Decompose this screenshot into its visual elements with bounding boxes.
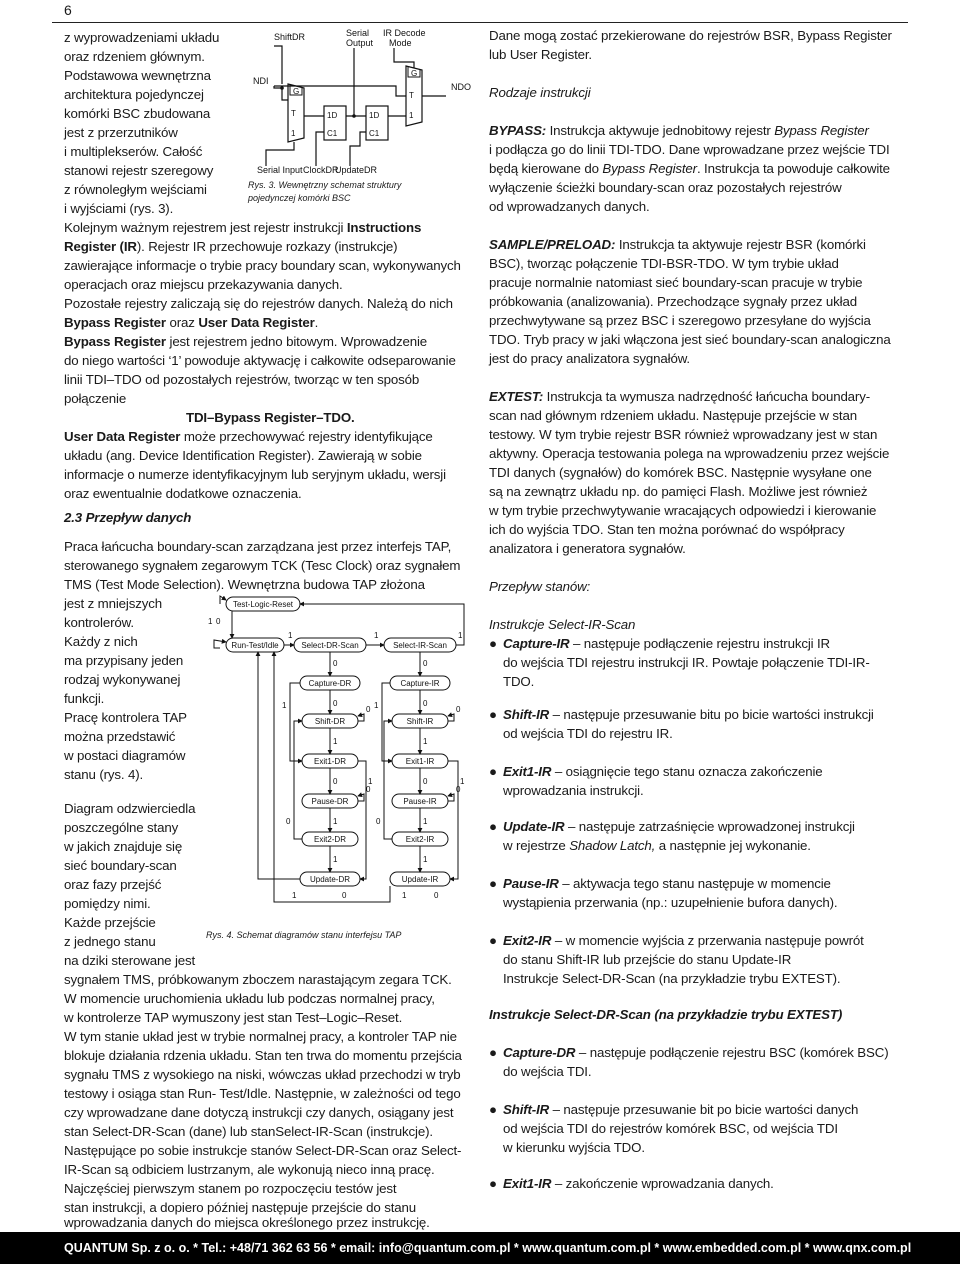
svg-text:1: 1	[423, 855, 428, 864]
paragraph-line: i podłącza go do linii TDI-TDO. Dane wprowadzane przez wejście TDI	[489, 142, 890, 157]
paragraph-line: W tym stanie układ jest w trybie normalnej pracy, a kontroler TAP nie	[64, 1029, 457, 1044]
label-serial-input: Serial Input	[257, 165, 303, 175]
paragraph-line: można przedstawić	[64, 729, 176, 744]
list-item: ● Pause-IR – aktywacja tego stanu następuje w momencie	[489, 876, 831, 891]
paragraph-line: oraz fazy przejść	[64, 877, 162, 892]
paragraph-line: Pozostałe rejestry zaliczają się do rejestrów danych. Należą do nich	[64, 296, 453, 311]
list-item-line: do stanu Shift-IR lub przejście do stanu Update-IR	[503, 952, 792, 967]
figure-3-caption: pojedynczej komórki BSC	[248, 193, 351, 203]
svg-text:1: 1	[208, 617, 213, 626]
svg-text:Exit1-IR: Exit1-IR	[405, 757, 435, 766]
svg-text:1: 1	[368, 777, 373, 786]
paragraph-line: stanu (rys. 4).	[64, 767, 144, 782]
svg-text:Exit2-DR: Exit2-DR	[313, 835, 347, 844]
paragraph-line: Każde przejście	[64, 915, 156, 930]
paragraph-line: jest z mniejszych	[64, 596, 162, 611]
paragraph-line: Kolejnym ważnym rejestrem jest rejestr instrukcji Instructions	[64, 220, 422, 235]
list-item-line: od wejścia TDI do rejestru IR.	[503, 726, 673, 741]
paragraph-line: Najczęściej pierwszym stanem po rozpoczęciu testów jest	[64, 1181, 397, 1196]
paragraph-line: będą kierowane do Bypass Register. Instrukcja ta powoduje całkowite	[489, 161, 890, 176]
paragraph-line: EXTEST: Instrukcja ta wymusza nadrzędność łańcucha boundary-	[489, 389, 870, 404]
paragraph-line: Następujące po sobie instrukcje stanów Select-DR-Scan oraz Select-	[64, 1143, 462, 1158]
intro-line: architektura pojedynczej	[64, 87, 204, 102]
svg-text:C1: C1	[327, 129, 338, 138]
paragraph-line: czy wprowadzane dane dotyczą instrukcji czy danych, osiągany jest	[64, 1105, 454, 1120]
svg-text:1: 1	[282, 701, 287, 710]
subsection-title: Instrukcje Select-DR-Scan (na przykładzie trybu EXTEST)	[489, 1007, 843, 1022]
list-item: ● Shift-IR – następuje przesuwanie bit po bicie wartości danych	[489, 1102, 859, 1117]
list-item-line: TDO.	[503, 674, 535, 689]
list-item-line: od wejścia TDI do rejestrów komórek BSC, od wejścia TDI	[503, 1121, 838, 1136]
intro-line: oraz rdzeniem głównym.	[64, 49, 205, 64]
bullet-icon: ●	[489, 819, 497, 834]
label-updatedr: UpdateDR	[335, 165, 378, 175]
svg-text:Test-Logic-Reset: Test-Logic-Reset	[232, 600, 294, 609]
intro-line: komórki BSC zbudowana	[64, 106, 211, 121]
paragraph-line: w tym trybie przechwytywanie wracających odpowiedzi i kierowanie	[489, 503, 877, 518]
paragraph-line: Register (IR). Rejestr IR przechowuje rozkazy (instrukcje)	[64, 239, 398, 254]
svg-text:1: 1	[374, 631, 379, 640]
label-ir-decode: Mode	[389, 38, 412, 48]
svg-text:0: 0	[456, 785, 461, 794]
paragraph-line: stan instrukcji, a dopiero później następuje przejście do stanu	[64, 1200, 416, 1215]
paragraph-line: User Data Register może przechowywać rejestry identyfikujące	[64, 429, 433, 444]
bullet-icon: ●	[489, 933, 497, 948]
header-rule	[52, 22, 908, 23]
bullet-icon: ●	[489, 1102, 497, 1117]
svg-text:1: 1	[292, 891, 297, 900]
svg-text:1: 1	[458, 631, 463, 640]
figure-3-caption: Rys. 3. Wewnętrzny schemat struktury	[248, 180, 402, 190]
bullet-icon: ●	[489, 1176, 497, 1191]
paragraph-line: w postaci diagramów	[64, 748, 186, 763]
svg-text:1: 1	[333, 737, 338, 746]
svg-text:0: 0	[434, 891, 439, 900]
paragraph-line: połączenie	[64, 391, 127, 406]
intro-line: Podstawowa wewnętrzna	[64, 68, 211, 83]
svg-text:0: 0	[376, 817, 381, 826]
paragraph-line: pracuje normalnie natomiast sieć boundary-scan pracuje w trybie	[489, 275, 863, 290]
svg-text:1: 1	[423, 817, 428, 826]
svg-text:0: 0	[216, 617, 221, 626]
paragraph-line: TDI–Bypass Register–TDO.	[186, 410, 355, 425]
svg-text:1: 1	[409, 111, 414, 120]
list-item: ● Exit1-IR – osiągnięcie tego stanu oznacza zakończenie	[489, 764, 823, 779]
paragraph-line: TMS (Test Mode Selection). Wewnętrzna budowa TAP złożona	[64, 577, 425, 592]
svg-text:Pause-IR: Pause-IR	[403, 797, 437, 806]
paragraph-line: w kontrolerze TAP wymuszony jest stan Test–Logic–Reset.	[64, 1010, 403, 1025]
svg-text:1: 1	[333, 817, 338, 826]
label-serial-output: Output	[346, 38, 374, 48]
list-item: ● Exit1-IR – zakończenie wprowadzania danych.	[489, 1176, 774, 1191]
paragraph-line: TDO. Tryb pracy w jaki włączona jest sieć boundary-scan analogiczna	[489, 332, 891, 347]
figure-4-caption: Rys. 4. Schemat diagramów stanu interfejsu TAP	[206, 930, 402, 940]
intro-line: stanowi rejestr szeregowy	[64, 163, 214, 178]
list-item: ● Capture-DR – następuje podłączenie rejestru BSC (komórek BSC)	[489, 1045, 889, 1060]
svg-text:1: 1	[402, 891, 407, 900]
svg-text:Update-IR: Update-IR	[401, 875, 439, 884]
paragraph-line: Pracę kontrolera TAP	[64, 710, 187, 725]
paragraph-line: w jakich znajduje się	[64, 839, 183, 854]
list-item-line: w rejestrze Shadow Latch, a następnie jej wykonanie.	[503, 838, 811, 853]
bullet-icon: ●	[489, 876, 497, 891]
svg-text:0: 0	[423, 699, 428, 708]
paragraph-line: funkcji.	[64, 691, 105, 706]
list-item-line: wprowadzania instrukcji.	[503, 783, 644, 798]
svg-text:1: 1	[423, 737, 428, 746]
svg-text:G: G	[411, 69, 418, 78]
paragraph-line: próbkowania (analizowania). Przechodzące sygnały przez układ	[489, 294, 857, 309]
svg-text:0: 0	[423, 777, 428, 786]
intro-line: i wyjściami (rys. 3).	[64, 201, 174, 216]
svg-text:0: 0	[456, 705, 461, 714]
paragraph-line: blokuje działania rdzenia układu. Stan ten trwa do momentu przejścia	[64, 1048, 462, 1063]
paragraph-line: sygnałem TMS, próbkowanym zboczem narastającym zegara TCK.	[64, 972, 452, 987]
list-item: ● Exit2-IR – w momencie wyjścia z przerwania następuje powrót	[489, 933, 864, 948]
paragraph-line: linii TDI–TDO od pozostałych rejestrów, tworząc w ten sposób	[64, 372, 420, 387]
subsection-title: Instrukcje Select-IR-Scan	[489, 617, 636, 632]
svg-text:Select-DR-Scan: Select-DR-Scan	[301, 641, 359, 650]
list-item-line: w kierunku wyjścia TDO.	[503, 1140, 645, 1155]
paragraph-line: sieć boundary-scan	[64, 858, 177, 873]
intro-line: z równoległym wejściami	[64, 182, 207, 197]
intro-line: z wyprowadzeniami układu	[64, 30, 220, 45]
paragraph-line: poszczególne stany	[64, 820, 179, 835]
paragraph-line: lub User Register.	[489, 47, 592, 62]
paragraph-line: informacje o numerze identyfikacyjnym lub seryjnym układu, wersji	[64, 467, 446, 482]
paragraph-line: IR-Scan są odbiciem lustrzanym, ale wykonują nieco inną pracę.	[64, 1162, 435, 1177]
svg-text:0: 0	[333, 699, 338, 708]
bullet-icon: ●	[489, 636, 497, 651]
paragraph-line: testowy i osiąga stan Run- Test/Idle. Następnie, w zależności od tego	[64, 1086, 461, 1101]
svg-text:0: 0	[423, 659, 428, 668]
svg-text:0: 0	[333, 659, 338, 668]
bullet-icon: ●	[489, 707, 497, 722]
svg-text:0: 0	[366, 705, 371, 714]
svg-text:0: 0	[342, 891, 347, 900]
svg-text:Capture-IR: Capture-IR	[400, 679, 440, 688]
svg-text:0: 0	[333, 777, 338, 786]
svg-text:Shift-DR: Shift-DR	[314, 717, 346, 726]
intro-line: jest z przerzutników	[64, 125, 178, 140]
paragraph-line: W momencie uruchomienia układu lub podczas normalnej pracy,	[64, 991, 435, 1006]
section-title: 2.3 Przepływ danych	[64, 510, 192, 525]
svg-text:1: 1	[460, 777, 465, 786]
label-ndi: NDI	[253, 76, 269, 86]
paragraph-line: aktywny. Operacja testowania polega na wprowadzeniu przez wejście	[489, 446, 890, 461]
svg-text:1: 1	[291, 129, 296, 138]
paragraph-line: przechwytywane są przez BSC i szeregowo przesyłane do wyjścia	[489, 313, 871, 328]
paragraph-line: SAMPLE/PRELOAD: Instrukcja ta aktywuje rejestr BSR (komórki	[489, 237, 866, 252]
svg-text:Update-DR: Update-DR	[309, 875, 351, 884]
svg-text:Select-IR-Scan: Select-IR-Scan	[393, 641, 447, 650]
label-ndo: NDO	[451, 82, 471, 92]
paragraph-line: BYPASS: Instrukcja aktywuje jednobitowy rejestr Bypass Register	[489, 123, 869, 138]
bullet-icon: ●	[489, 764, 497, 779]
svg-text:1: 1	[333, 855, 338, 864]
list-item-line: do wejścia TDI rejestru instrukcji IR. Powtaje połączenie TDI-IR-	[503, 655, 870, 670]
paragraph-line: kontrolerów.	[64, 615, 134, 630]
label-ir-decode: IR Decode	[383, 28, 426, 38]
paragraph-line: oraz ewentualnie dodatkowe oznaczenia.	[64, 486, 302, 501]
svg-text:1: 1	[288, 631, 293, 640]
svg-text:Shift-IR: Shift-IR	[406, 717, 434, 726]
paragraph-line: BSC), tworząc połączenie TDI-BSR-TDO. W tym trybie układ	[489, 256, 839, 271]
svg-text:T: T	[409, 91, 414, 100]
svg-text:1: 1	[374, 701, 379, 710]
paragraph-line: Bypass Register jest rejestrem jedno bitowym. Wprowadzenie	[64, 334, 428, 349]
svg-text:Run-Test/Idle: Run-Test/Idle	[231, 641, 279, 650]
svg-text:Pause-DR: Pause-DR	[311, 797, 349, 806]
subsection-title: Rodzaje instrukcji	[489, 85, 591, 100]
paragraph-line: są na zewnątrz układu np. do pamięci Flash. Możliwe jest również	[489, 484, 868, 499]
paragraph-line: na dziki sterowane jest	[64, 953, 196, 968]
bullet-icon: ●	[489, 1045, 497, 1060]
list-item-line: Instrukcje Select-DR-Scan (na przykładzie trybu EXTEST).	[503, 971, 841, 986]
svg-text:Exit1-DR: Exit1-DR	[313, 757, 347, 766]
label-clockdr: ClockDR	[303, 165, 339, 175]
paragraph-line: analizatora i generatora sygnałów.	[489, 541, 686, 556]
paragraph-line: Bypass Register oraz User Data Register.	[64, 315, 319, 330]
list-item: ● Update-IR – następuje zatrzaśnięcie wprowadzonej instrukcji	[489, 819, 855, 834]
tap-state-diagram	[202, 588, 474, 920]
list-item-line: wystąpienia przerwania (np.: uzupełnienie bufora danych).	[503, 895, 838, 910]
svg-text:0: 0	[366, 785, 371, 794]
label-shiftdr: ShiftDR	[274, 32, 306, 42]
svg-text:1D: 1D	[327, 111, 338, 120]
paragraph-line: sygnału TMS z wysokiego na niski, wówczas układ przechodzi w tryb	[64, 1067, 461, 1082]
list-item: ● Shift-IR – następuje przesuwanie bitu po bicie wartości instrukcji	[489, 707, 874, 722]
paragraph-line: TDI danych (sygnałów) do komórek BSC. Następnie wysyłane one	[489, 465, 872, 480]
paragraph-line: scan nad głównym rdzeniem układu. Następuje przejście w stan	[489, 408, 857, 423]
svg-text:Capture-DR: Capture-DR	[308, 679, 352, 688]
paragraph-line: układu (ang. Device Identification Register). Zawierają w sobie	[64, 448, 422, 463]
paragraph-line: Diagram odzwierciedla	[64, 801, 196, 816]
label-serial-output: Serial	[346, 28, 370, 38]
paragraph-line: Każdy z nich	[64, 634, 138, 649]
paragraph-line: wprowadzania danych do miejsca określonego przez instrukcję.	[64, 1215, 430, 1230]
paragraph-line: Dane mogą zostać przekierowane do rejestrów BSR, Bypass Register	[489, 28, 892, 43]
paragraph-line: sterowanego sygnałem zegarowym TCK (Tesc Clock) oraz sygnałem	[64, 558, 461, 573]
paragraph-line: jest do pracy analizatora sygnałów.	[489, 351, 690, 366]
subsection-title: Przepływ stanów:	[489, 579, 591, 594]
svg-text:Exit2-IR: Exit2-IR	[405, 835, 435, 844]
paragraph-line: testowy. W tym trybie rejestr BSR również wprowadzany jest w stan	[489, 427, 878, 442]
svg-text:G: G	[293, 87, 300, 96]
svg-text:T: T	[291, 109, 296, 118]
svg-text:1D: 1D	[369, 111, 380, 120]
page-number: 6	[64, 2, 72, 18]
paragraph-line: rodzaj wykonywanej	[64, 672, 181, 687]
paragraph-line: pomiędzy nimi.	[64, 896, 151, 911]
paragraph-line: stan Select-DR-Scan (dane) lub stanSelect-IR-Scan (instrukcje).	[64, 1124, 433, 1139]
paragraph-line: operacjach oraz miejscu przekazywania danych.	[64, 277, 343, 292]
paragraph-line: z jednego stanu	[64, 934, 156, 949]
intro-line: i multiplekserów. Całość	[64, 144, 203, 159]
paragraph-line: do niego wartości ‘1’ powoduje aktywację i całkowite odseparowanie	[64, 353, 456, 368]
paragraph-line: od wprowadzanych danych.	[489, 199, 650, 214]
list-item-line: do wejścia TDI.	[503, 1064, 592, 1079]
paragraph-line: wyłączenie ścieżki boundary-scan oraz pozostałych rejestrów	[489, 180, 842, 195]
paragraph-line: Praca łańcucha boundary-scan zarządzana jest przez interfejs TAP,	[64, 539, 452, 554]
paragraph-line: ma przypisany jeden	[64, 653, 184, 668]
footer-bar: QUANTUM Sp. z o. o. * Tel.: +48/71 362 63 56 * email: info@quantum.com.pl * www.quantum.com.pl * www.embedded.com.pl * www.qnx.com.pl	[0, 1232, 960, 1264]
list-item: ● Capture-IR – następuje podłączenie rejestru instrukcji IR	[489, 636, 830, 651]
paragraph-line: zawierające informacje o trybie pracy boundary scan, wykonywanych	[64, 258, 461, 273]
svg-text:0: 0	[286, 817, 291, 826]
svg-text:C1: C1	[369, 129, 380, 138]
paragraph-line: ich do wyjścia TDO. Stan ten można porównać do współpracy	[489, 522, 845, 537]
